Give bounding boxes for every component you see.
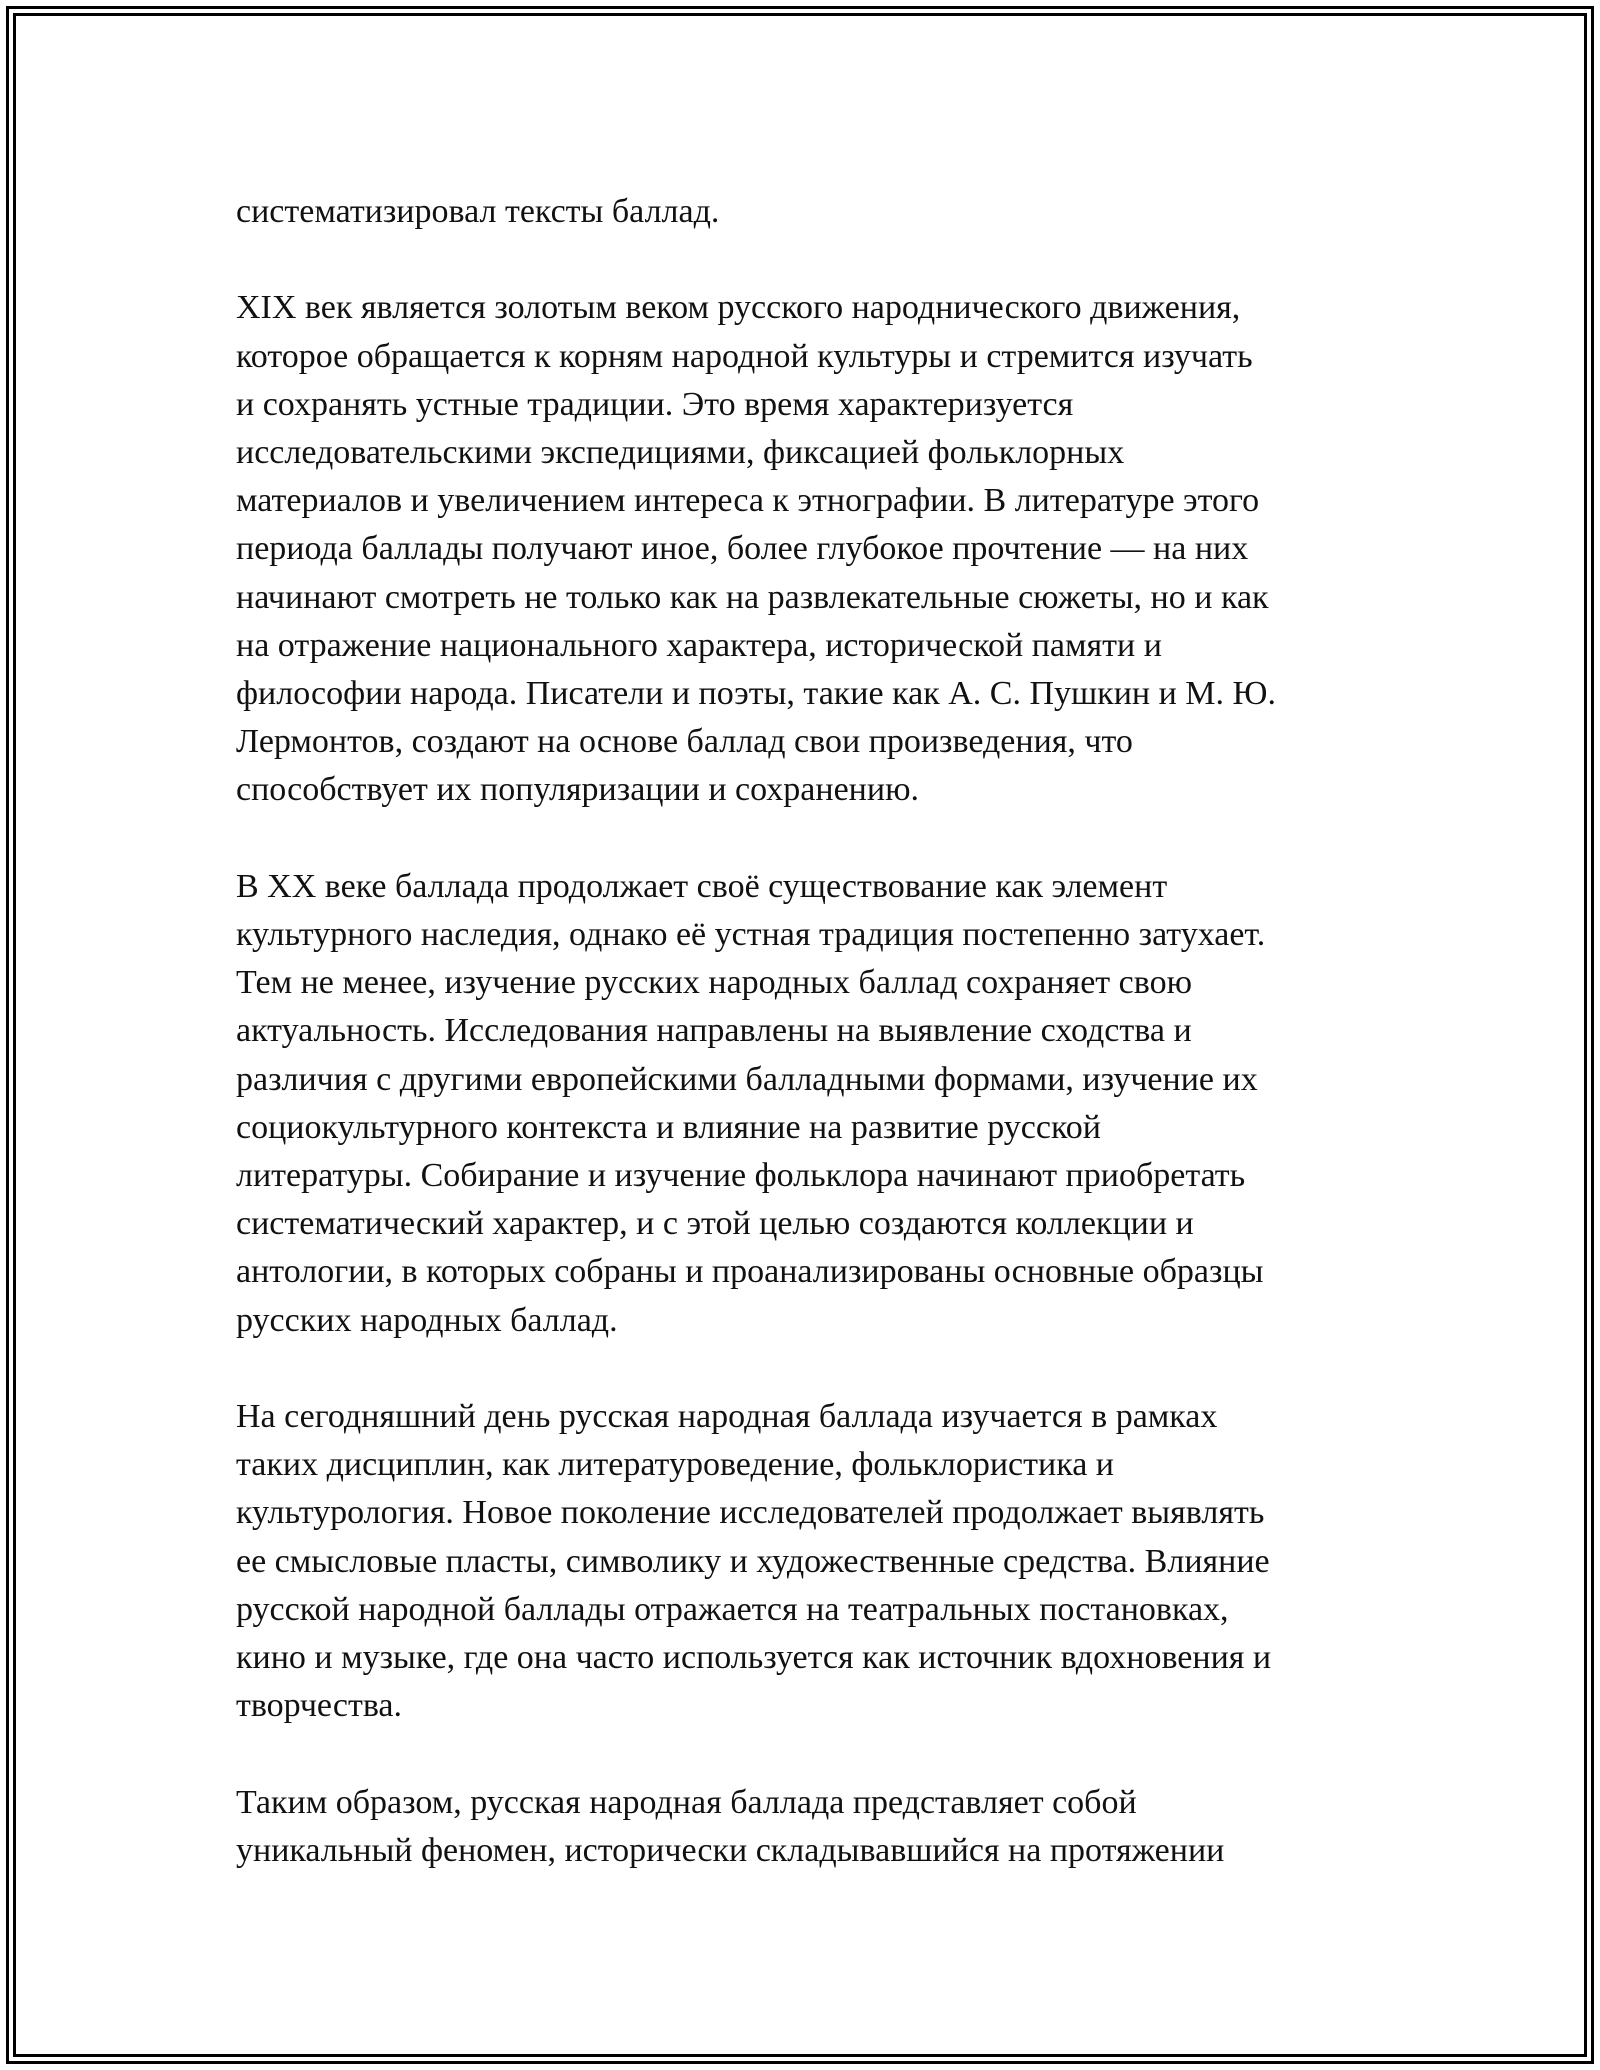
text-line: начинают смотреть не только как на развлекательные сюжеты, но и как (236, 578, 1269, 616)
text-line: В XX веке баллада продолжает своё существование как элемент (236, 867, 1168, 905)
text-line: кино и музыке, где она часто используется как источник вдохновения и (236, 1639, 1272, 1677)
text-line: различия с другими европейскими балладными формами, изучение их (236, 1060, 1258, 1098)
text-line: культурология. Новое поколение исследователей продолжает выявлять (236, 1494, 1265, 1532)
paragraph-4 (236, 1393, 1366, 1730)
text-line: ее смысловые пласты, символику и художественные средства. Влияние (236, 1542, 1270, 1580)
text-line: исследовательскими экспедициями, фиксацией фольклорных (236, 434, 1125, 471)
paragraph-2 (236, 284, 1366, 814)
text-line: русской народной баллады отражается на театральных постановках, (236, 1590, 1229, 1628)
document-body (236, 188, 1366, 1875)
text-line: таких дисциплин, как литературоведение, фольклористика и (236, 1446, 1114, 1484)
text-line: на отражение национального характера, исторической памяти и (236, 626, 1162, 664)
paragraph-1 (236, 188, 1366, 236)
text-line: социокультурного контекста и влияние на развитие русской (236, 1108, 1101, 1146)
text-line: XIX век является золотым веком русского народнического движения, (236, 289, 1241, 327)
text-line: актуальность. Исследования направлены на выявление сходства и (236, 1012, 1192, 1050)
text-line: русских народных баллад. (236, 1301, 618, 1339)
paragraph-3 (236, 863, 1366, 1345)
text-line: способствует их популяризации и сохранению. (236, 771, 919, 809)
text-line: материалов и увеличением интереса к этнографии. В литературе этого (236, 482, 1260, 520)
text-line: периода баллады получают иное, более глубокое прочтение — на них (236, 530, 1249, 568)
text-line: Таким образом, русская народная баллада представляет собой (236, 1783, 1137, 1821)
text-line: антологии, в которых собраны и проанализированы основные образцы (236, 1253, 1264, 1291)
text-line: литературы. Собирание и изучение фольклора начинают приобретать (236, 1157, 1246, 1195)
text-line: Лермонтов, создают на основе баллад свои произведения, что (236, 723, 1133, 761)
paragraph-5 (236, 1779, 1366, 1875)
text-line: которое обращается к корням народной культуры и стремится изучать (236, 337, 1253, 375)
text-line: культурного наследия, однако её устная традиция постепенно затухает. (236, 916, 1266, 954)
text-line: философии народа. Писатели и поэты, такие как А. С. Пушкин и М. Ю. (236, 675, 1276, 713)
text-line: и сохранять устные традиции. Это время характеризуется (236, 385, 1074, 423)
text-line: На сегодняшний день русская народная баллада изучается в рамках (236, 1398, 1218, 1436)
text-line: систематизировал тексты баллад. (236, 193, 720, 230)
text-line: уникальный феномен, исторически складывавшийся на протяжении (236, 1831, 1225, 1869)
text-line: творчества. (236, 1687, 403, 1725)
text-line: Тем не менее, изучение русских народных баллад сохраняет свою (236, 964, 1192, 1002)
text-line: систематический характер, и с этой целью создаются коллекции и (236, 1205, 1194, 1243)
